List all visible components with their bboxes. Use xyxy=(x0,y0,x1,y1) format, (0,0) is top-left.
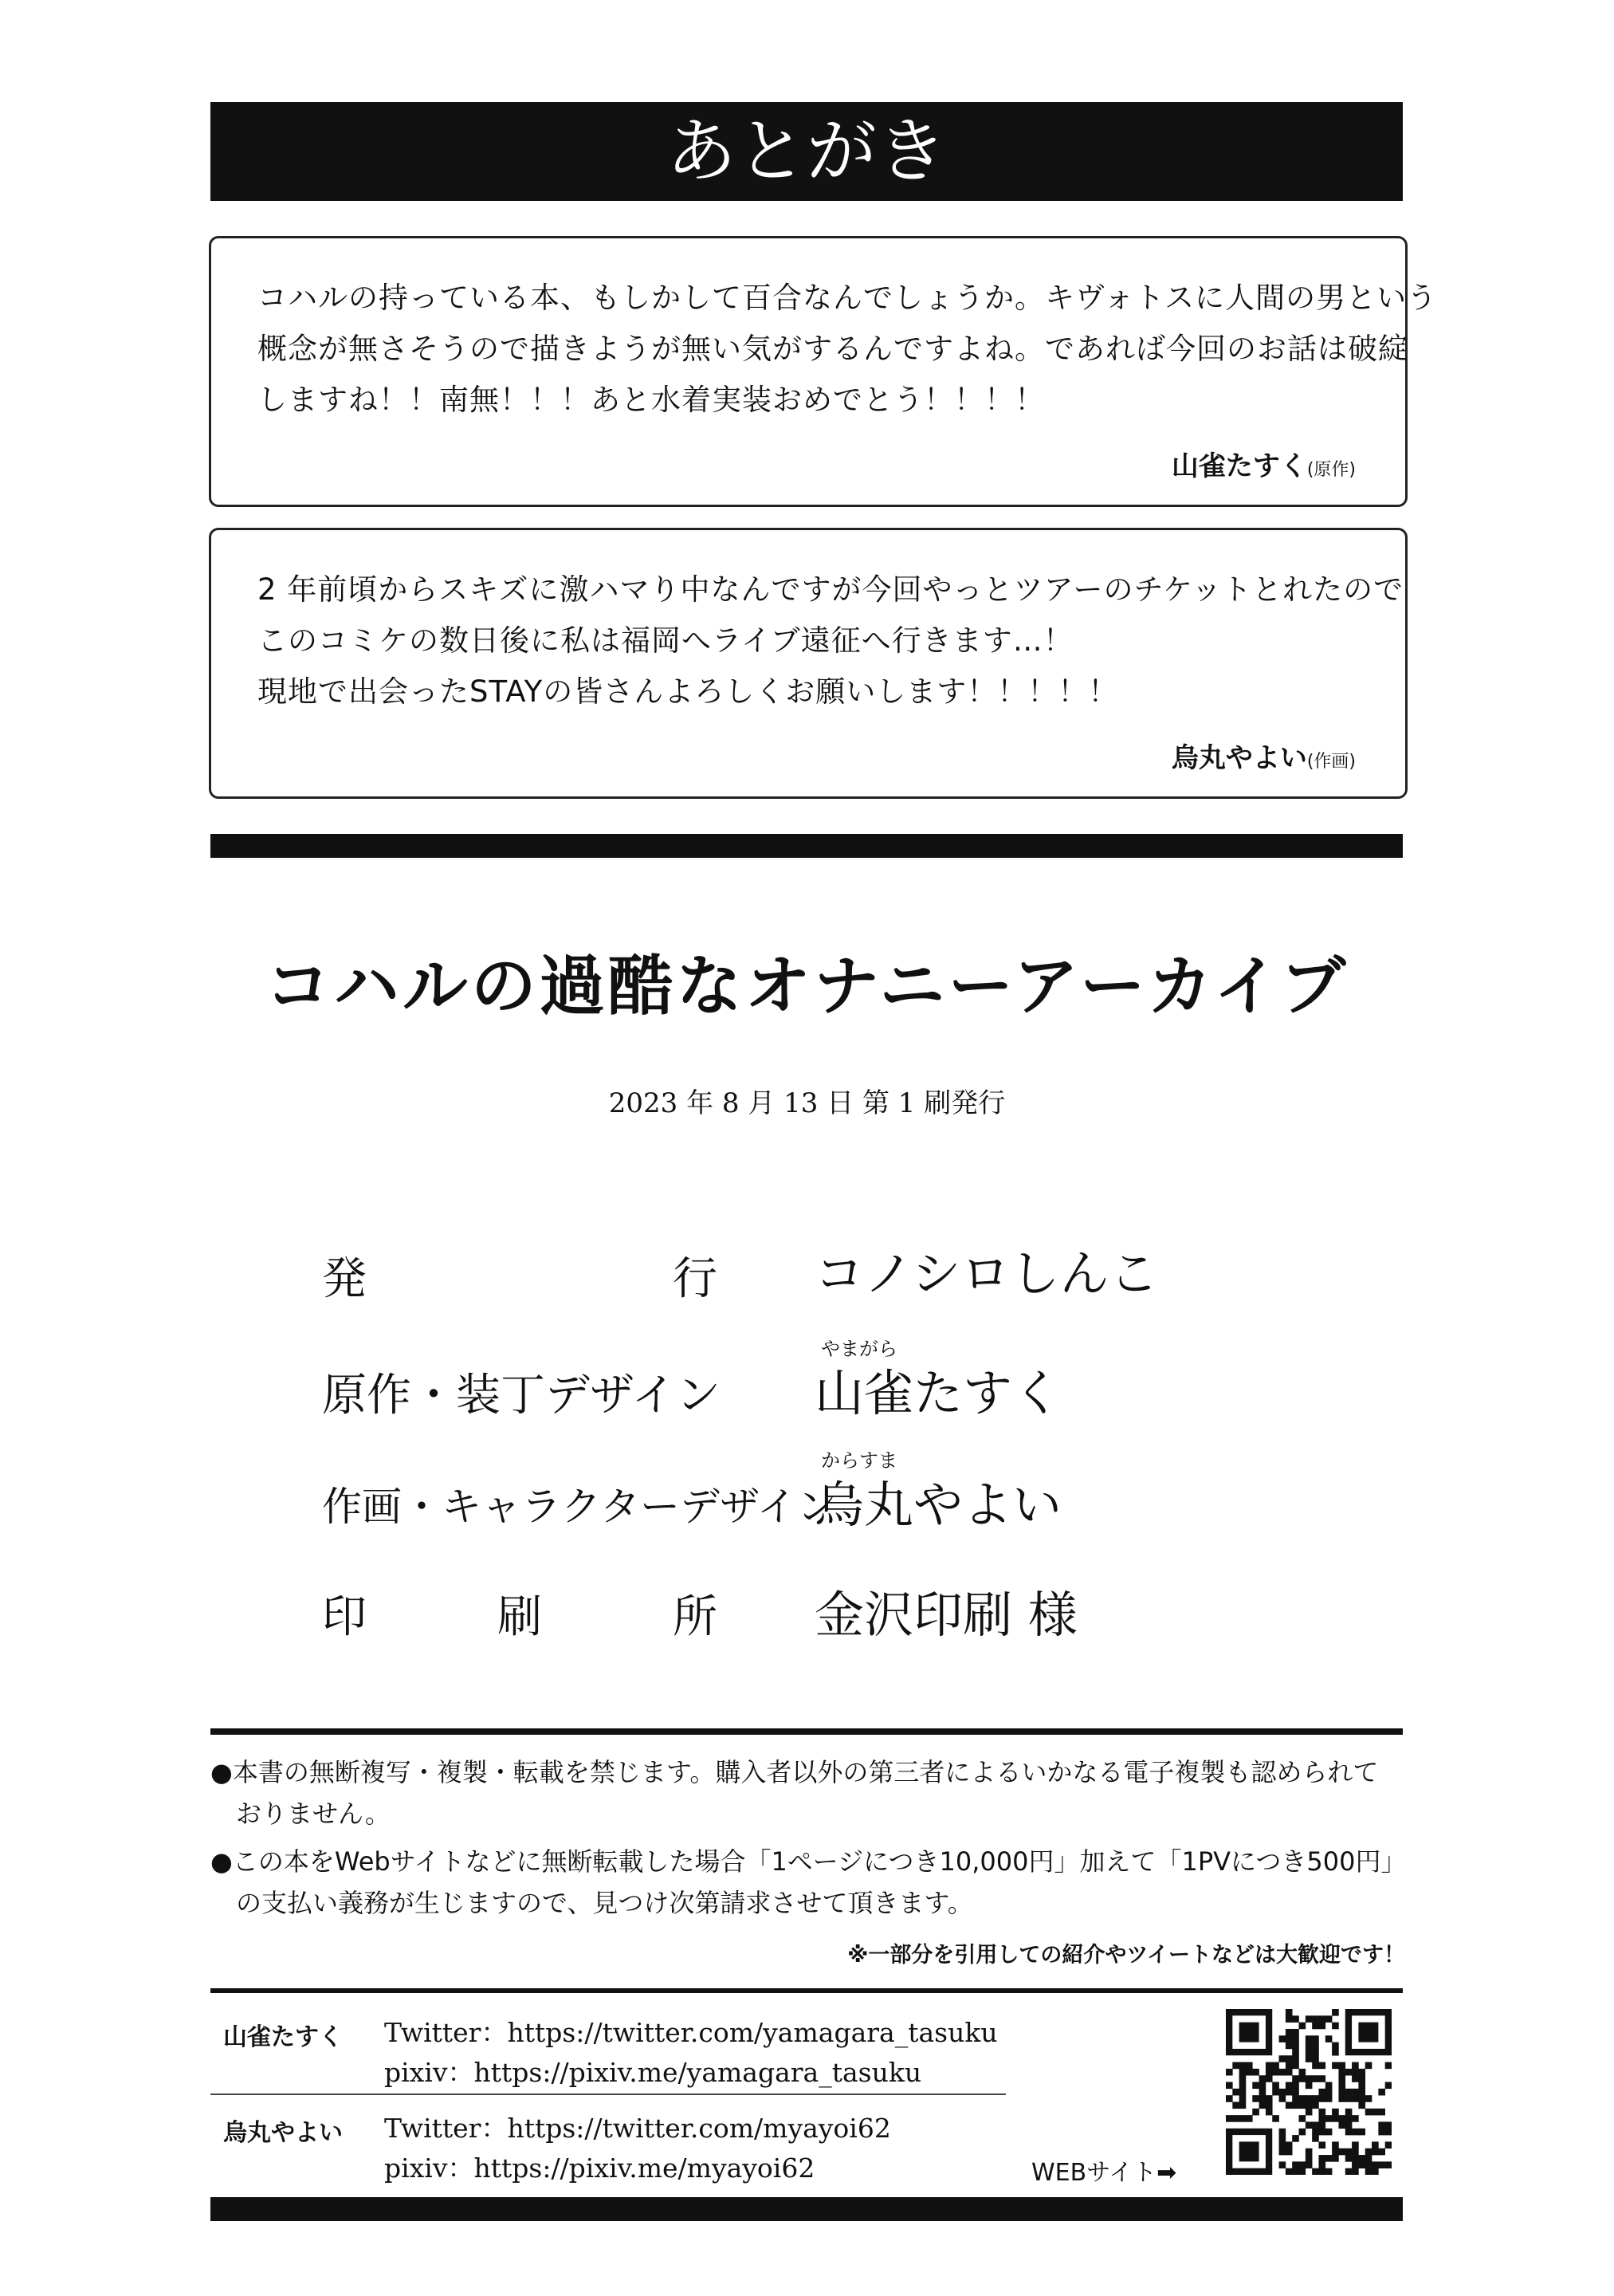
note-2-line-3: 現地で出会ったSTAYの皆さんよろしくお願いします！！！！！ xyxy=(257,674,1119,709)
note-1-signature xyxy=(1172,444,1356,483)
qr-code[interactable] xyxy=(1226,2009,1392,2175)
links-top-rule xyxy=(210,1988,1403,1993)
credit-label-printer xyxy=(322,1582,717,1645)
note-1-line-2: 概念が無さそうので描きようが無い気がするんですよね。であれば今回のお話は破綻 xyxy=(257,332,1408,366)
legal-top-rule xyxy=(210,1728,1403,1735)
credit-value-art-character-design: 烏丸やよい xyxy=(815,1476,1062,1534)
twitter-link-karasuma[interactable]: Twitter：https://twitter.com/myayoi62 xyxy=(384,2113,891,2144)
legal-line-4: の支払い義務が生じますので、見つけ次第請求させて頂きます。 xyxy=(210,1888,973,1918)
legal-quote-note: ※一部分を引用しての紹介やツイートなどは大歓迎です！ xyxy=(847,1943,1405,1968)
credit-label-publisher xyxy=(322,1244,717,1307)
credit-value-original-design: 山雀たすく xyxy=(815,1364,1062,1422)
bottom-bar xyxy=(210,2197,1403,2221)
note-1-role: (原作) xyxy=(1306,460,1356,480)
link-name-yamagara: 山雀たすく xyxy=(223,2023,343,2051)
afterword-heading: あとがき xyxy=(210,102,1403,201)
pixiv-link-yamagara[interactable]: pixiv：https://pixiv.me/yamagara_tasuku xyxy=(384,2057,922,2088)
note-1-line-1: コハルの持っている本、もしかして百合なんでしょうか。キヴォトスに人間の男という xyxy=(257,281,1438,315)
credit-label-original-design: 原作・装丁デザイン xyxy=(322,1370,721,1421)
note-2-author: 烏丸やよい xyxy=(1171,742,1307,774)
credit-value-printer: 金沢印刷 様 xyxy=(815,1586,1078,1644)
section-divider xyxy=(210,834,1403,858)
note-1-author: 山雀たすく xyxy=(1171,450,1307,482)
afterword-note-1 xyxy=(209,236,1438,507)
twitter-link-yamagara[interactable]: Twitter：https://twitter.com/yamagara_tasuku xyxy=(384,2017,998,2048)
credit-label-char: 刷 xyxy=(497,1591,542,1643)
credit-label-char: 所 xyxy=(673,1591,717,1643)
legal-line-3: ●この本をWebサイトなどに無断転載した場合「1ページにつき10,000円」加えて「1PVにつき500円」 xyxy=(210,1846,1407,1877)
credit-ruby-yamagara: やまがら xyxy=(821,1338,897,1360)
web-site-label: WEBサイト➡ xyxy=(1031,2159,1177,2187)
credit-ruby-karasuma: からすま xyxy=(821,1449,897,1472)
publication-date: 2023 年 8 月 13 日 第 1 刷発行 xyxy=(608,1087,1006,1119)
credit-label-char: 発 xyxy=(322,1253,367,1305)
links-separator xyxy=(210,2094,1006,2095)
note-2-signature xyxy=(1172,736,1356,775)
afterword-note-2 xyxy=(209,528,1408,799)
book-title: コハルの過酷なオナニーアーカイブ xyxy=(265,948,1349,1024)
note-2-role: (作画) xyxy=(1306,752,1356,772)
credit-label-char: 印 xyxy=(322,1591,367,1643)
note-2-line-2: このコミケの数日後に私は福岡へライブ遠征へ行きます…！ xyxy=(257,623,1074,658)
note-2-line-1: 2 年前頃からスキズに激ハマり中なんですが今回やっとツアーのチケットとれたので xyxy=(257,572,1404,607)
credit-label-art-character-design: 作画・キャラクターデザイン xyxy=(322,1484,837,1530)
qr-code-icon xyxy=(1226,2009,1392,2175)
legal-line-2: おりません。 xyxy=(210,1799,391,1829)
legal-line-1: ●本書の無断複写・複製・転載を禁じます。購入者以外の第三者によるいかなる電子複製も認められて xyxy=(210,1757,1379,1787)
credit-label-char: 行 xyxy=(673,1253,717,1305)
link-name-karasuma: 烏丸やよい xyxy=(223,2119,343,2147)
credit-value-publisher: コノシロしんこ xyxy=(815,1244,1159,1303)
pixiv-link-karasuma[interactable]: pixiv：https://pixiv.me/myayoi62 xyxy=(384,2152,815,2184)
note-1-line-3: しますね！！南無！！！あと水着実装おめでとう！！！！ xyxy=(257,383,1045,417)
